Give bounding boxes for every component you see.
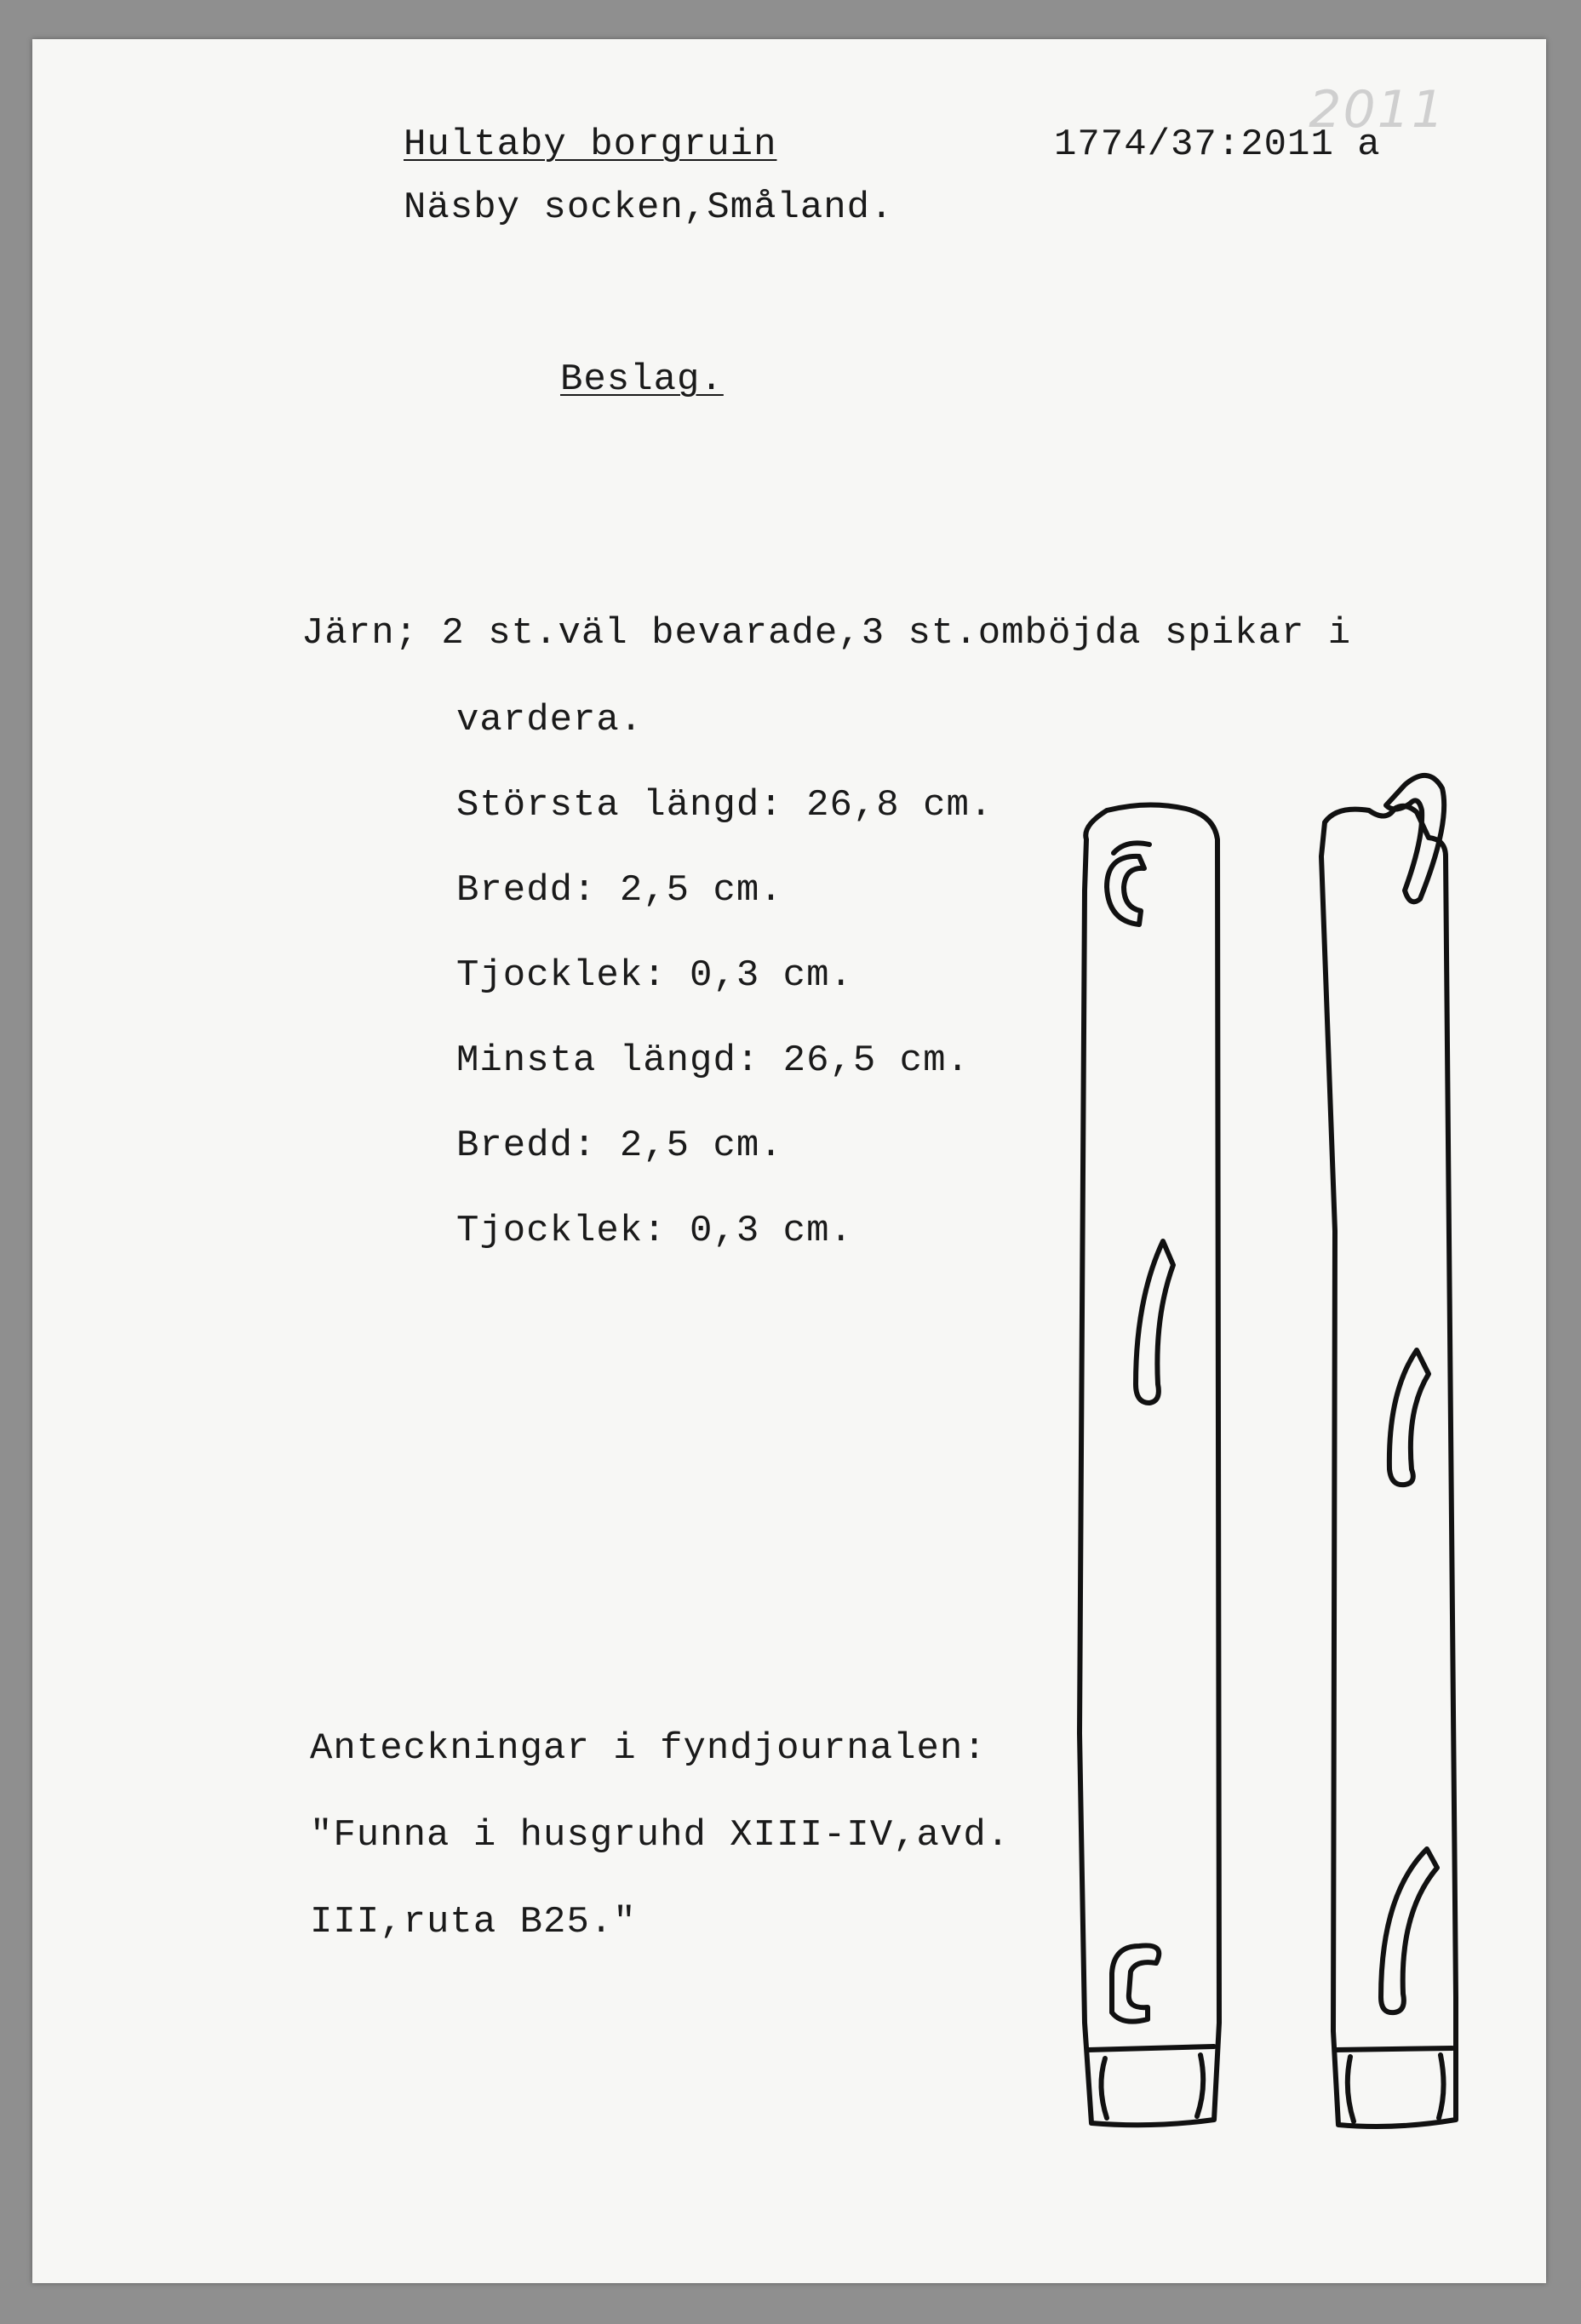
measurement-thickness-2: Tjocklek: 0,3 cm. (456, 1210, 853, 1252)
catalog-card (32, 39, 1546, 2283)
pencil-note: 2011 (1309, 80, 1446, 140)
measurement-thickness-1: Tjocklek: 0,3 cm. (456, 954, 853, 997)
measurement-max-length: Största längd: 26,8 cm. (456, 784, 994, 827)
catalog-number: 1774/37:2011 a (1054, 123, 1381, 166)
description-line-2: vardera. (456, 699, 644, 741)
measurement-min-length: Minsta längd: 26,5 cm. (456, 1039, 970, 1082)
parish: Näsby socken,Småland. (404, 186, 894, 229)
fitting-drawing-right (1321, 776, 1456, 2127)
measurement-width-1: Bredd: 2,5 cm. (456, 869, 783, 912)
fitting-drawing-left (1080, 804, 1219, 2125)
notes-heading: Anteckningar i fyndjournalen: (310, 1727, 987, 1770)
measurement-width-2: Bredd: 2,5 cm. (456, 1125, 783, 1167)
object-title: Beslag. (560, 358, 724, 401)
notes-line-2: III,ruta B25." (310, 1901, 637, 1943)
description-line-1: Järn; 2 st.väl bevarade,3 st.omböjda spikar i (301, 612, 1352, 655)
fitting-drawings (32, 39, 1546, 2283)
site-name: Hultaby borgruin (404, 123, 777, 166)
notes-line-1: "Funna i husgruhd XIII-IV,avd. (310, 1814, 1011, 1857)
